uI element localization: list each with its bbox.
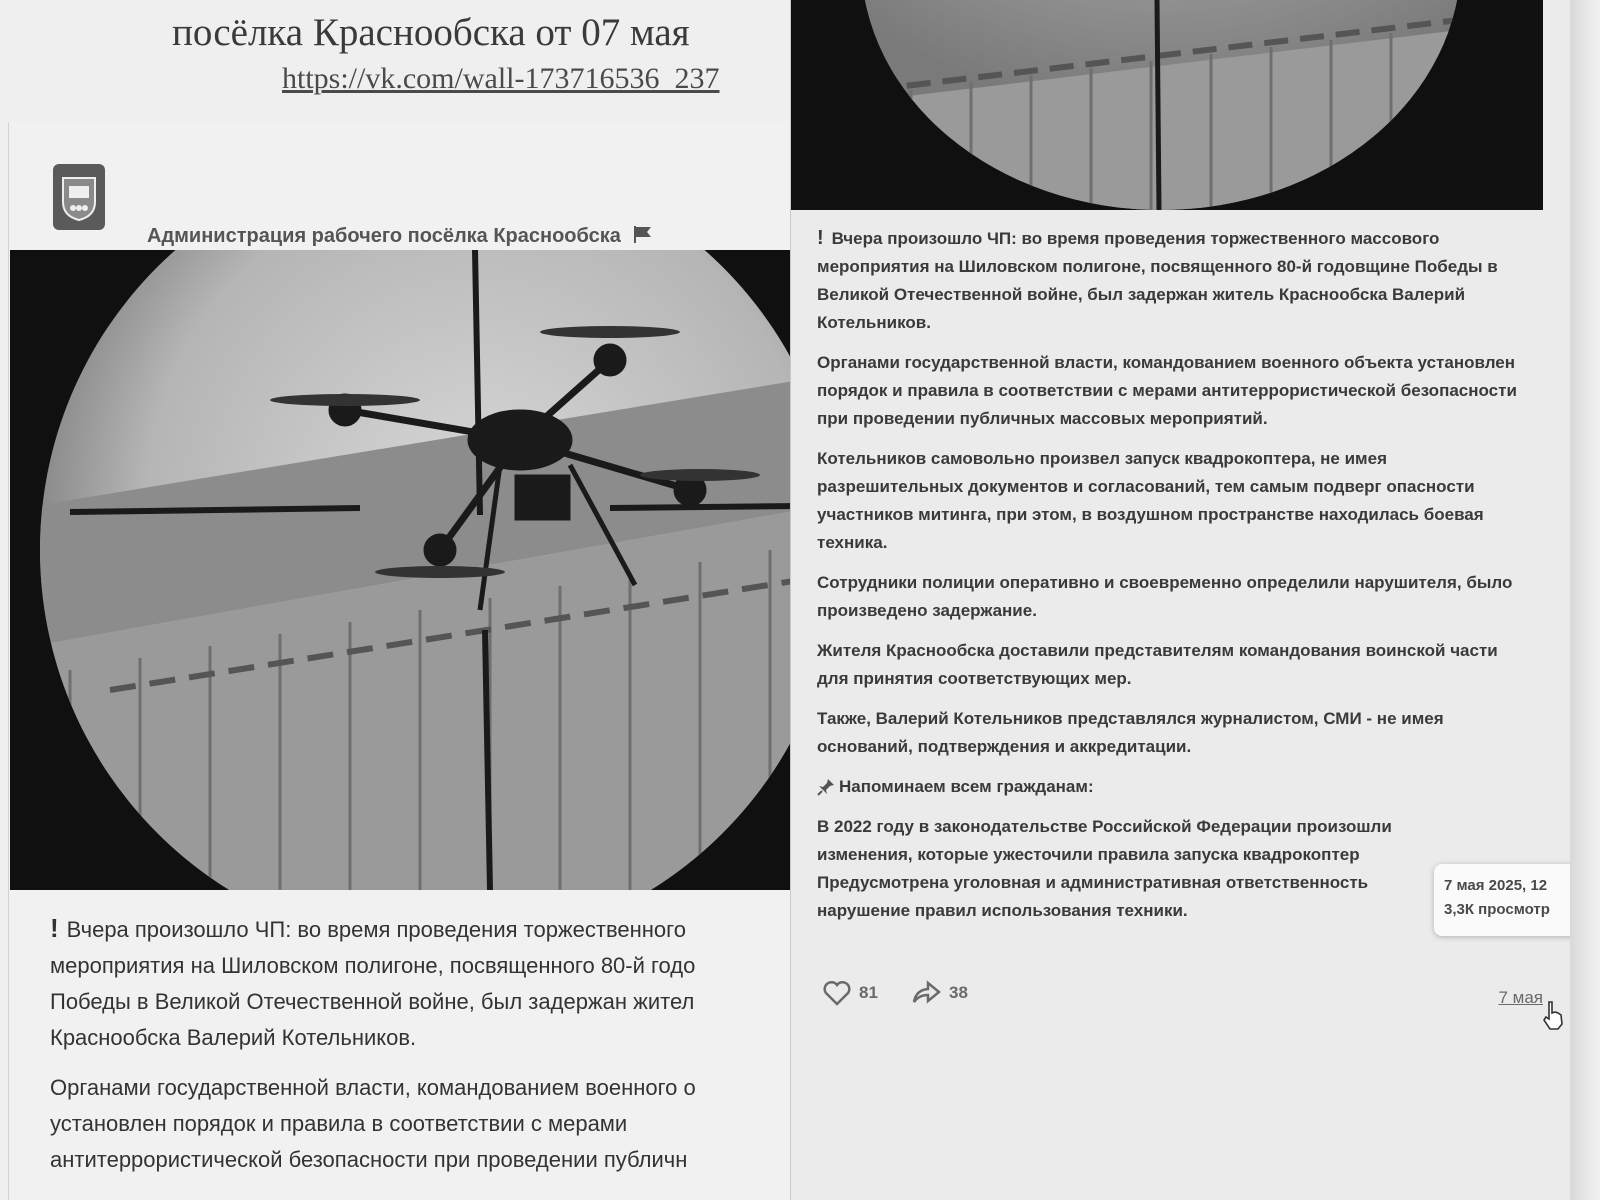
post-paragraph-3: Котельников самовольно произвел запуск квадрокоптера, не имея разрешительных документов и согласований, тем самым подверг опасности участников митинга, при этом, в воздушном пространстве находилась боевая техника. <box>817 449 1484 552</box>
document-link[interactable]: https://vk.com/wall-173716536_237 <box>282 62 720 95</box>
tooltip-date: 7 мая 2025, 12 <box>1444 877 1548 894</box>
post-line: установлен порядок и правила в соответствии с мерами <box>50 1111 628 1136</box>
like-count: 81 <box>859 983 878 1002</box>
heart-icon <box>823 980 851 1006</box>
post-photo-drone-in-scope[interactable] <box>10 250 800 890</box>
post-line: Вчера произошло ЧП: во время проведения торжественного <box>66 917 686 942</box>
share-arrow-icon <box>911 980 941 1006</box>
tooltip-views: 3,3К просмотр <box>1444 901 1550 918</box>
post-line: Краснообска Валерий Котельников. <box>50 1025 417 1050</box>
like-button[interactable] <box>823 980 878 1006</box>
flag-icon <box>632 224 654 244</box>
post-text-right <box>817 224 1529 937</box>
exclamation-icon: ! <box>50 913 59 943</box>
post-text-left <box>50 910 800 1192</box>
post-paragraph-2: Органами государственной власти, командованием военного объекта установлен порядок и правила в соответствии с мерами антитеррористической безопасности при проведении публичных массовых мероприятий. <box>817 353 1517 428</box>
page-edge <box>1570 0 1600 1200</box>
post-date-link[interactable]: 7 мая <box>1498 988 1543 1007</box>
pin-icon <box>817 778 835 796</box>
post-paragraph-6: Также, Валерий Котельников представлялся журналистом, СМИ - не имея оснований, подтверждения и аккредитации. <box>817 709 1444 756</box>
post-paragraph-5: Жителя Краснообска доставили представителям командования воинской части для принятия соответствующих мер. <box>817 641 1498 688</box>
author-name-text[interactable]: Администрация рабочего посёлка Краснообска <box>147 225 621 247</box>
post-author-row <box>53 164 793 247</box>
right-printout <box>790 0 1571 1200</box>
post-action-bar <box>823 980 1543 1016</box>
post-paragraph-law: В 2022 году в законодательстве Российской Федерации произошли изменения, которые ужесточили правила запуска квадрокоптер Предусмотрена уголовная и административная ответственность нарушение правил использования техники. <box>817 817 1392 920</box>
post-paragraph-1-text: Вчера произошло ЧП: во время проведения торжественного массового мероприятия на Шиловском полигоне, посвященного 80-й годовщине Победы в Великой Отечественной войне, был задержан житель Краснообска Валерий Котельников. <box>817 229 1498 332</box>
coat-of-arms-icon[interactable] <box>53 164 105 230</box>
post-paragraph-2 <box>50 1070 800 1178</box>
share-button[interactable] <box>911 980 968 1006</box>
exclamation-icon: ! <box>817 227 824 249</box>
reminder-heading <box>817 773 1529 801</box>
post-paragraph-1 <box>50 910 800 1056</box>
hand-cursor-icon <box>1541 1000 1565 1030</box>
post-line: мероприятия на Шиловском полигоне, посвященного 80-й годо <box>50 953 696 978</box>
author-name[interactable] <box>147 224 654 248</box>
post-photo-drone-in-scope-cropped[interactable] <box>791 0 1543 210</box>
share-count: 38 <box>949 983 968 1002</box>
reminder-heading-text: Напоминаем всем гражданам: <box>839 777 1094 796</box>
document-title: посёлка Краснообска от 07 мая <box>172 11 690 54</box>
post-line: Органами государственной власти, командованием военного о <box>50 1075 696 1100</box>
post-paragraph-4: Сотрудники полиции оперативно и своевременно определили нарушителя, было произведено задержание. <box>817 573 1513 620</box>
post-paragraph-1 <box>817 224 1529 337</box>
post-line: Победы в Великой Отечественной войне, был задержан жител <box>50 989 695 1014</box>
document-header <box>0 0 800 120</box>
post-line: антитеррористической безопасности при проведении публичн <box>50 1147 688 1172</box>
